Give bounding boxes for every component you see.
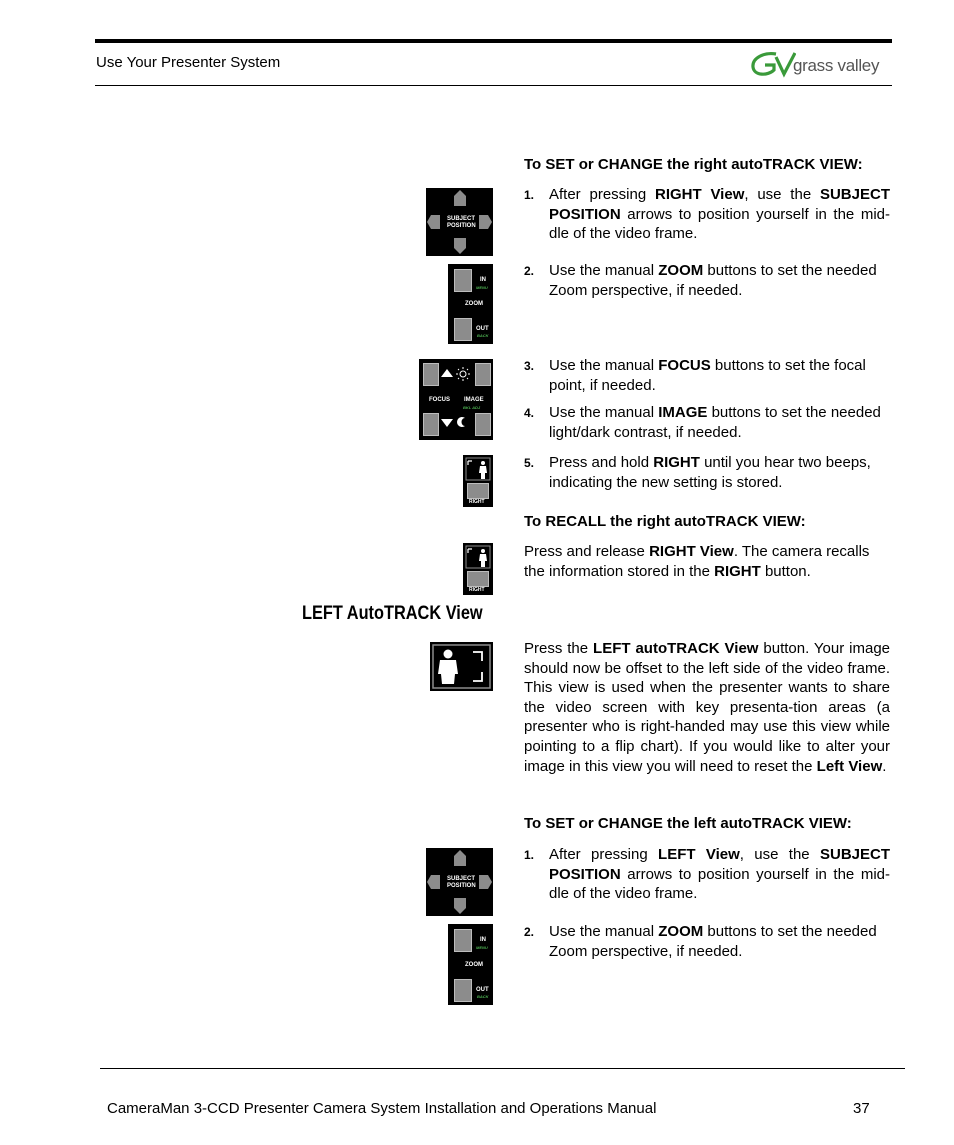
right-step-4: 4. Use the manual IMAGE buttons to set the needed light/dark contrast, if needed.	[524, 404, 881, 441]
right-recall-heading: To RECALL the right autoTRACK VIEW:	[524, 513, 806, 530]
page-number: 37	[853, 1100, 870, 1117]
header-rule-top	[95, 39, 892, 43]
header-title: Use Your Presenter System	[96, 54, 281, 71]
subject-position-icon-left: SUBJECT POSITION	[426, 848, 493, 916]
left-step-2: 2. Use the manual ZOOM buttons to set the needed Zoom perspective, if needed.	[524, 923, 877, 960]
right-step-3: 3. Use the manual FOCUS buttons to set the focal point, if needed.	[524, 357, 866, 394]
header-rule-bottom	[95, 85, 892, 86]
left-section-paragraph: Press the LEFT autoTRACK View button. Your image should now be offset to the left side of the video frame. This view is used when the presenter wants to share the video screen with key presenta-tion areas (a presenter who is right-handed may use this view while pointing to a flip chart). If you would like to alter your image in this view you will need to reset the Left View.	[524, 640, 891, 775]
left-set-heading: To SET or CHANGE the left autoTRACK VIEW:	[524, 815, 852, 832]
zoom-icon-left: IN MENU ZOOM OUT BACK	[448, 924, 493, 1005]
left-section-heading: LEFT AutoTRACK View	[302, 603, 483, 624]
right-recall-text: Press and release RIGHT View. The camera recalls the information stored in the RIGHT button.	[524, 543, 870, 580]
focus-image-icon: FOCUS IMAGE BKL ADJ	[419, 359, 493, 440]
logo-swoosh-icon	[750, 50, 796, 80]
left-step-1: 1. After pressing LEFT View, use the SUBJECT POSITION arrows to position yourself in the mid-dle of the video frame.	[524, 846, 890, 903]
right-step-2: 2. Use the manual ZOOM buttons to set the needed Zoom perspective, if needed.	[524, 262, 877, 299]
footer-title: CameraMan 3-CCD Presenter Camera System Installation and Operations Manual	[107, 1100, 657, 1117]
left-view-person-icon	[430, 642, 493, 691]
footer-rule	[100, 1068, 905, 1069]
logo-text: grass valley	[793, 56, 880, 75]
right-set-heading: To SET or CHANGE the right autoTRACK VIEW:	[524, 156, 863, 173]
subject-position-icon: SUBJECT POSITION	[426, 188, 493, 256]
right-step-1: 1. After pressing RIGHT View, use the SUBJECT POSITION arrows to position yourself in the mid-dle of the video frame.	[524, 186, 890, 243]
right-view-recall-icon: RIGHT	[463, 543, 493, 595]
zoom-icon: IN MENU ZOOM OUT BACK	[448, 264, 493, 344]
right-view-button-icon: RIGHT	[463, 455, 493, 507]
right-step-5: 5. Press and hold RIGHT until you hear two beeps, indicating the new setting is stored.	[524, 454, 871, 491]
